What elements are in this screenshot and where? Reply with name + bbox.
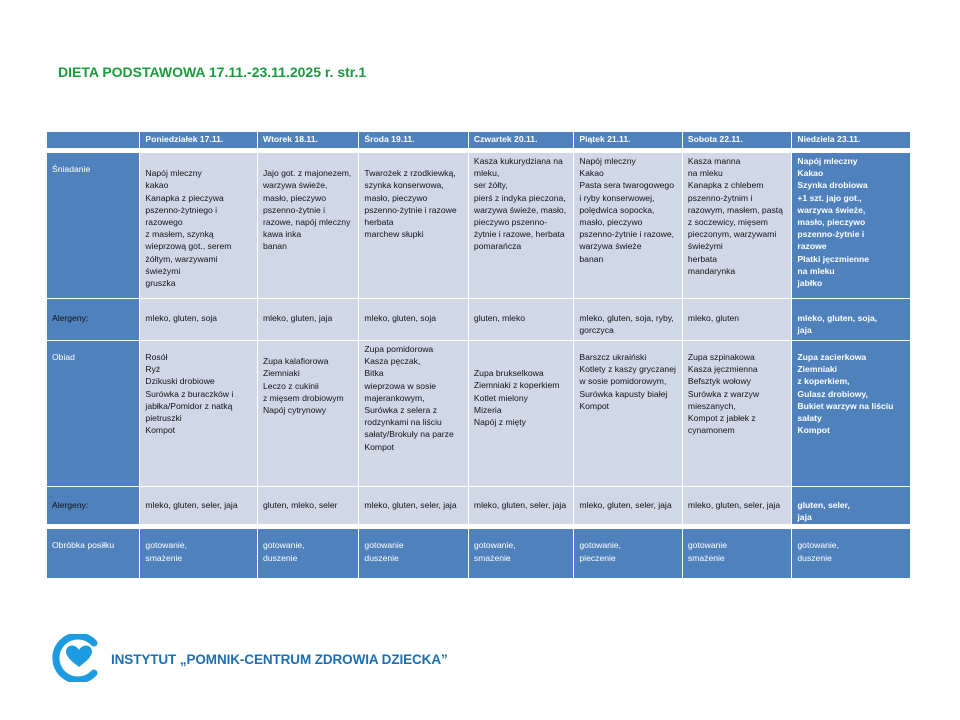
row-label-obrobka: Obróbka posiłku: [47, 529, 140, 579]
allergen-cell: mleko, gluten, seler, jaja: [359, 487, 469, 525]
meal-cell: Zupa pomidorowa Kasza pęczak, Bitka wieprzowa w sosie majerankowym, Surówka z selera z rodzynkami na liściu sałaty/Brokuły na parze Kompot: [359, 341, 469, 487]
meal-cell: Kasza kukurydziana na mleku, ser żółty, pierś z indyka pieczona, warzywa świeże, masło, pieczywo pszenno-żytnie i razowe, herbata pomarańcza: [469, 153, 574, 299]
processing-cell: gotowanie smażenie: [683, 529, 793, 579]
processing-cell: gotowanie duszenie: [359, 529, 469, 579]
allergen-cell: mleko, gluten, soja, ryby, gorczyca: [574, 299, 683, 341]
allergen-cell: gluten, mleko, seler: [258, 487, 359, 525]
meal-cell: Zupa brukselkowa Ziemniaki z koperkiem Kotlet mielony Mizeria Napój z mięty: [469, 341, 574, 487]
day-header: Czwartek 20.11.: [469, 132, 574, 149]
lunch-row: [47, 341, 911, 487]
meal-cell: Twarożek z rzodkiewką, szynka konserwowa, masło, pieczywo pszenno-żytnie i razowe herbata marchew słupki: [359, 153, 469, 299]
header-corner: [47, 132, 140, 149]
meal-cell: Rosół Ryż Dzikuski drobiowe Surówka z buraczków i jabłka/Pomidor z natką pietruszki Kompot: [140, 341, 258, 487]
allergen-cell: mleko, gluten, seler, jaja: [469, 487, 574, 525]
processing-cell: gotowanie, smażenie: [140, 529, 258, 579]
row-label-obiad: Obiad: [47, 341, 140, 487]
allergen-cell: mleko, gluten, seler, jaja: [574, 487, 683, 525]
header-row: [47, 132, 911, 149]
meal-cell: Jajo got. z majonezem, warzywa świeże, masło, pieczywo pszenno-żytnie i razowe, napój mleczny kawa inka banan: [258, 153, 359, 299]
meal-cell: Zupa szpinakowa Kasza jęczmienna Befsztyk wołowy Surówka z warzyw mieszanych, Kompot z jabłek z cynamonem: [683, 341, 793, 487]
meal-cell: Napój mleczny Kakao Pasta sera twarogowego i ryby konserwowej, polędwica sopocka, masło, pieczywo pszenno-żytnie i razowe, warzywa świeże banan: [574, 153, 683, 299]
allergen-cell: mleko, gluten, soja: [359, 299, 469, 341]
allergen-cell: mleko, gluten, jaja: [258, 299, 359, 341]
meal-cell: Zupa zacierkowa Ziemniaki z koperkiem, Gulasz drobiowy, Bukiet warzyw na liściu sałaty Kompot: [792, 341, 911, 487]
allergen-cell: mleko, gluten, seler, jaja: [140, 487, 258, 525]
meal-cell: Barszcz ukraiński Kotlety z kaszy gryczanej w sosie pomidorowym, Surówka kapusty białej Kompot: [574, 341, 683, 487]
meal-cell: Kasza manna na mleku Kanapka z chlebem pszenno-żytnim i razowym, masłem, pastą z soczewicy, mięsem pieczonym, warzywami świeżymi herbata mandarynka: [683, 153, 793, 299]
allergen-cell: mleko, gluten, seler, jaja: [683, 487, 793, 525]
allergen-cell: gluten, mleko: [469, 299, 574, 341]
diet-table: [47, 132, 911, 579]
processing-row: [47, 529, 911, 579]
row-label-sniadanie: Śniadanie: [47, 153, 140, 299]
allergens-row: [47, 487, 911, 525]
allergen-cell: mleko, gluten, soja, jaja: [792, 299, 911, 341]
organization-name: INSTYTUT „POMNIK-CENTRUM ZDROWIA DZIECKA”: [111, 652, 448, 667]
day-header: Niedziela 23.11.: [792, 132, 911, 149]
day-header: Środa 19.11.: [359, 132, 469, 149]
day-header: Wtorek 18.11.: [258, 132, 359, 149]
heart-c-logo-icon: [50, 634, 106, 682]
day-header: Poniedziałek 17.11.: [140, 132, 258, 149]
allergen-cell: mleko, gluten: [683, 299, 793, 341]
processing-cell: gotowanie, smażenie: [469, 529, 574, 579]
meal-cell: Napój mleczny kakao Kanapka z pieczywa pszenno-żytniego i razowego z masłem, szynką wieprzową got., serem żółtym, warzywami świeżymi gruszka: [140, 153, 258, 299]
meal-cell: Napój mleczny Kakao Szynka drobiowa +1 szt. jajo got., warzywa świeże, masło, pieczywo pszenno-żytnie i razowe Płatki jęczmienne na mleku jabłko: [792, 153, 911, 299]
row-label-alergeny: Alergeny:: [47, 487, 140, 525]
processing-cell: gotowanie, duszenie: [792, 529, 911, 579]
allergen-cell: gluten, seler, jaja: [792, 487, 911, 525]
allergens-row: [47, 299, 911, 341]
processing-cell: gotowanie, duszenie: [258, 529, 359, 579]
row-label-alergeny: Alergeny:: [47, 299, 140, 341]
day-header: Sobota 22.11.: [683, 132, 793, 149]
day-header: Piątek 21.11.: [574, 132, 683, 149]
breakfast-row: [47, 153, 911, 299]
allergen-cell: mleko, gluten, soja: [140, 299, 258, 341]
processing-cell: gotowanie, pieczenie: [574, 529, 683, 579]
page-title: DIETA PODSTAWOWA 17.11.-23.11.2025 r. str.1: [58, 64, 367, 80]
meal-cell: Zupa kalafiorowa Ziemniaki Leczo z cukinii z mięsem drobiowym Napój cytrynowy: [258, 341, 359, 487]
